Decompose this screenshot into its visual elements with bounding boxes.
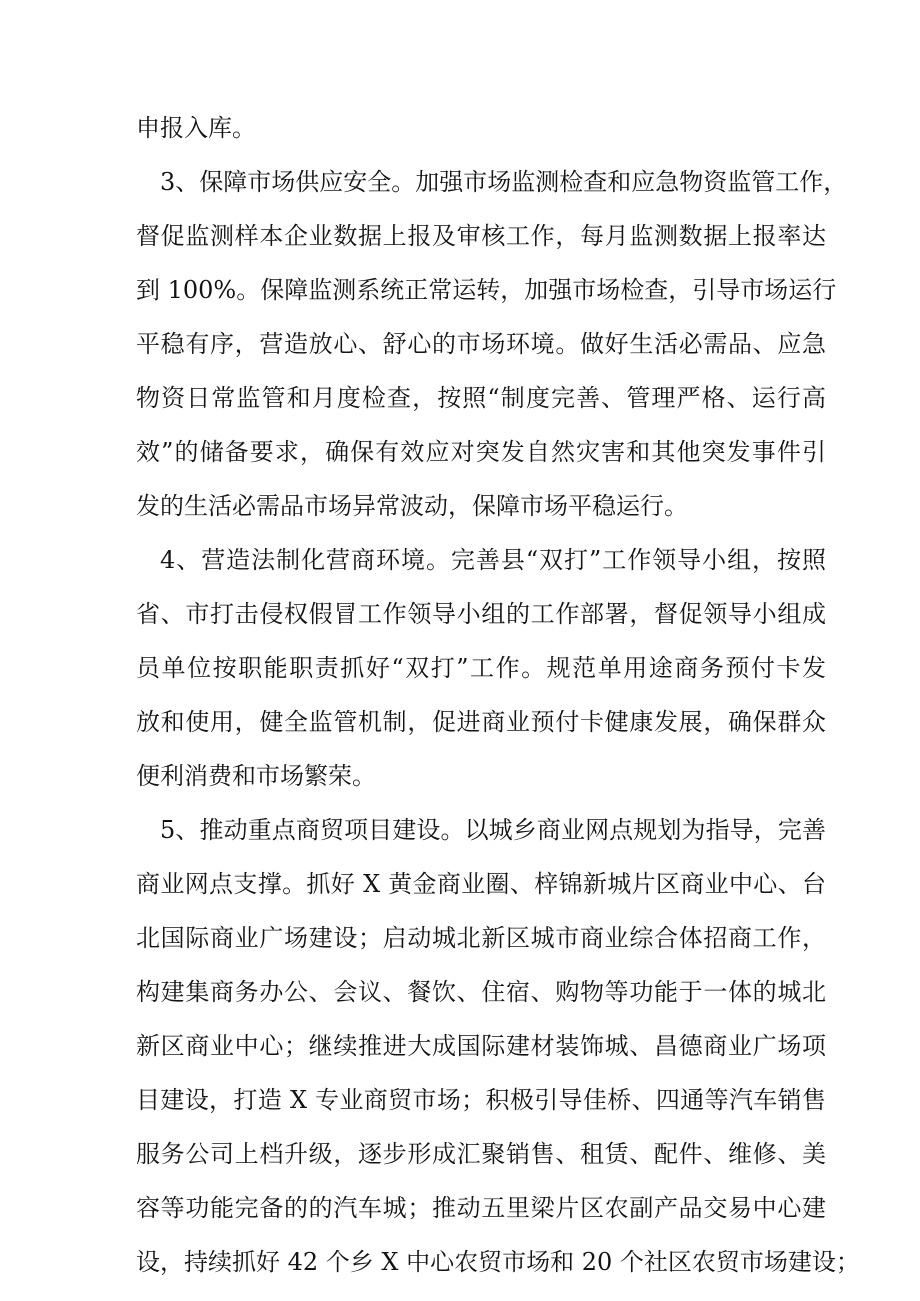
text-line: 服务公司上档升级，逐步形成汇聚销售、租赁、配件、维修、美 <box>136 1140 826 1168</box>
text-line: 设，持续抓好 42 个乡 X 中心农贸市场和 20 个社区农贸市场建设； <box>136 1248 860 1276</box>
text-line: 平稳有序，营造放心、舒心的市场环境。做好生活必需品、应急 <box>136 330 826 358</box>
text-line: 省、市打击侵权假冒工作领导小组的工作部署，督促领导小组成 <box>136 600 826 628</box>
text-line: 物资日常监管和月度检查，按照“制度完善、管理严格、运行高 <box>136 384 826 412</box>
text-line: 发的生活必需品市场异常波动，保障市场平稳运行。 <box>136 492 688 520</box>
paragraph-3-first-line: 3、保障市场供应安全。加强市场监测检查和应急物资监管工作， <box>160 168 848 196</box>
text-line: 商业网点支撑。抓好 X 黄金商业圈、梓锦新城片区商业中心、台 <box>136 870 826 898</box>
text-line: 新区商业中心；继续推进大成国际建材装饰城、昌德商业广场项 <box>136 1032 826 1060</box>
paragraph-5-first-line: 5、推动重点商贸项目建设。以城乡商业网点规划为指导，完善 <box>160 816 826 844</box>
text-line: 员单位按职能职责抓好“双打”工作。规范单用途商务预付卡发 <box>136 654 826 682</box>
text-line: 北国际商业广场建设；启动城北新区城市商业综合体招商工作， <box>136 924 826 952</box>
text-line: 目建设，打造 X 专业商贸市场；积极引导佳桥、四通等汽车销售 <box>136 1086 826 1114</box>
text-line: 督促监测样本企业数据上报及审核工作，每月监测数据上报率达 <box>136 222 826 250</box>
text-line: 便利消费和市场繁荣。 <box>136 762 376 790</box>
text-line: 容等功能完备的的汽车城；推动五里梁片区农副产品交易中心建 <box>136 1194 826 1222</box>
text-line: 效”的储备要求，确保有效应对突发自然灾害和其他突发事件引 <box>136 438 826 466</box>
text-line: 构建集商务办公、会议、餐饮、住宿、购物等功能于一体的城北 <box>136 978 826 1006</box>
text-line: 放和使用，健全监管机制，促进商业预付卡健康发展，确保群众 <box>136 708 826 736</box>
text-line: 到 100%。保障监测系统正常运转，加强市场检查，引导市场运行 <box>136 276 837 304</box>
paragraph-4-first-line: 4、营造法制化营商环境。完善县“双打”工作领导小组，按照 <box>160 546 826 574</box>
text-line: 申报入库。 <box>136 114 256 142</box>
